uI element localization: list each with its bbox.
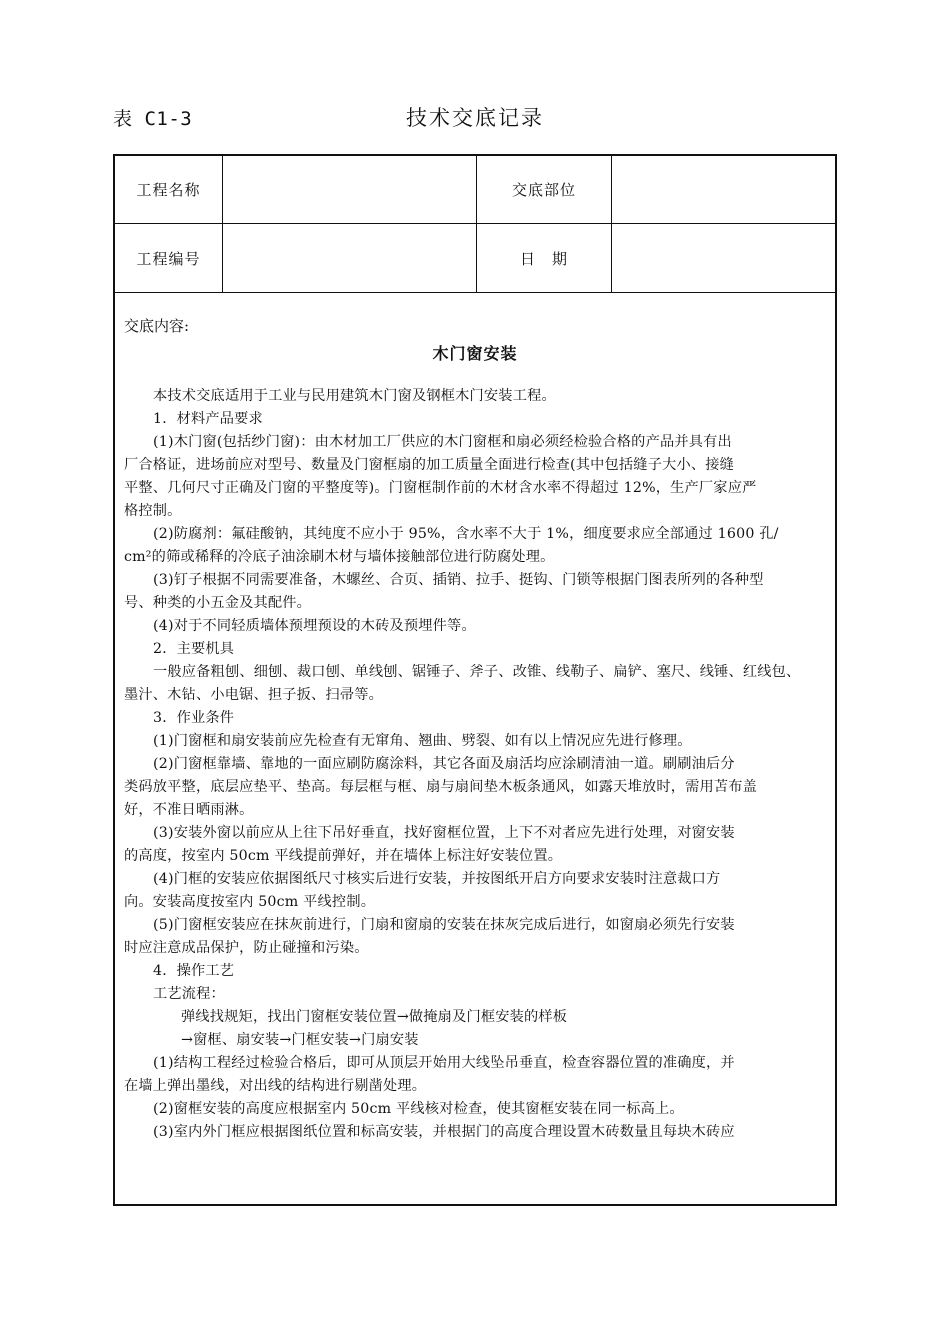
handover-part-field[interactable] — [612, 156, 835, 223]
content-line: 格控制。 — [124, 503, 182, 519]
content-line: 在墙上弹出墨线，对出线的结构进行剔凿处理。 — [124, 1078, 427, 1094]
content-line: 好，不准日晒雨淋。 — [124, 802, 254, 818]
content-line: 墨汁、木钻、小电锯、担子扳、扫帚等。 — [124, 687, 383, 703]
content-line: (4)对于不同轻质墙体预埋预设的木砖及预埋件等。 — [153, 618, 476, 634]
record-sheet — [113, 154, 837, 1206]
project-name-label: 工程名称 — [136, 181, 201, 199]
content-line: 4．操作工艺 — [153, 963, 235, 979]
content-line: (3)室内外门框应根据图纸位置和标高安装，并根据门的高度合理设置木砖数量且每块木砖应 — [153, 1124, 735, 1140]
content-line: cm²的筛或稀释的冷底子油涂刷木材与墙体接触部位进行防腐处理。 — [124, 549, 555, 565]
content-line: (2)防腐剂：氟硅酸钠，其纯度不应小于 95%，含水率不大于 1%，细度要求应全部通过 1600 孔/ — [153, 526, 779, 542]
project-number-field[interactable] — [223, 224, 476, 292]
content-line: 2．主要机具 — [153, 641, 235, 657]
content-line: 1．材料产品要求 — [153, 411, 263, 427]
content-line: (3)钉子根据不同需要准备，木螺丝、合页、插销、拉手、挺钩、门锁等根据门图表所列的各种型 — [153, 572, 764, 588]
project-number-label: 工程编号 — [136, 249, 201, 268]
content-line: 的高度，按室内 50cm 平线提前弹好，并在墙体上标注好安装位置。 — [124, 848, 563, 864]
content-line: 弹线找规矩，找出门窗框安装位置→做掩扇及门框安装的样板 — [181, 1009, 568, 1025]
content-line: 时应注意成品保护，防止碰撞和污染。 — [124, 940, 369, 956]
handover-part-label: 交底部位 — [511, 181, 576, 199]
content-line: 本技术交底适用于工业与民用建筑木门窗及钢框木门安装工程。 — [153, 388, 556, 404]
content-line: 向。安装高度按室内 50cm 平线控制。 — [124, 894, 376, 910]
section-title: 木门窗安装 — [432, 344, 518, 363]
content-line: (1)木门窗(包括纱门窗)：由木材加工厂供应的木门窗框和扇必须经检验合格的产品并具有出 — [153, 434, 732, 450]
content-label: 交底内容: — [124, 317, 190, 335]
content-line: 厂合格证，进场前应对型号、数量及门窗框扇的加工质量全面进行检查(其中包括缝子大小、接缝 — [124, 457, 735, 473]
content-line: (2)门窗框靠墙、靠地的一面应刷防腐涂料，其它各面及扇活均应涂刷清油一道。刷刷油后分 — [153, 756, 735, 772]
document-title: 技术交底记录 — [406, 106, 544, 130]
content-line: 工艺流程： — [153, 986, 225, 1002]
project-name-field[interactable] — [223, 156, 476, 223]
content-line: 3．作业条件 — [153, 710, 235, 726]
date-label: 日 期 — [519, 249, 568, 268]
content-line: 号、种类的小五金及其配件。 — [124, 595, 312, 611]
content-line: 平整、几何尺寸正确及门窗的平整度等)。门窗框制作前的木材含水率不得超过 12%，生产厂家应严 — [124, 480, 757, 496]
info-table — [115, 156, 835, 293]
content-line: →窗框、扇安装→门框安装→门扇安装 — [181, 1032, 419, 1048]
content-line: (3)安装外窗以前应从上往下吊好垂直，找好窗框位置，上下不对者应先进行处理，对窗安装 — [153, 825, 735, 841]
content-line: (1)门窗框和扇安装前应先检查有无窜角、翘曲、劈裂、如有以上情况应先进行修理。 — [153, 733, 692, 749]
content-line: (1)结构工程经过检验合格后，即可从顶层开始用大线坠吊垂直，检查容器位置的准确度，并 — [153, 1055, 735, 1071]
content-line: (5)门窗框安装应在抹灰前进行，门扇和窗扇的安装在抹灰完成后进行，如窗扇必须先行安装 — [153, 917, 735, 933]
content-line: 类码放平整，底层应垫平、垫高。每层框与框、扇与扇间垫木板条通风，如露天堆放时，需用苫布盖 — [124, 779, 758, 795]
content-line: (4)门框的安装应依据图纸尺寸核实后进行安装，并按图纸开启方向要求安装时注意裁口方 — [153, 871, 721, 887]
content-line: 一般应备粗刨、细刨、裁口刨、单线刨、锯锤子、斧子、改锥、线勒子、扁铲、塞尺、线锤、红线包、 — [153, 664, 801, 680]
form-number: 表 C1-3 — [113, 108, 193, 130]
date-field[interactable] — [612, 224, 835, 292]
content-line: (2)窗框安装的高度应根据室内 50cm 平线核对检查，使其窗框安装在同一标高上。 — [153, 1101, 684, 1117]
